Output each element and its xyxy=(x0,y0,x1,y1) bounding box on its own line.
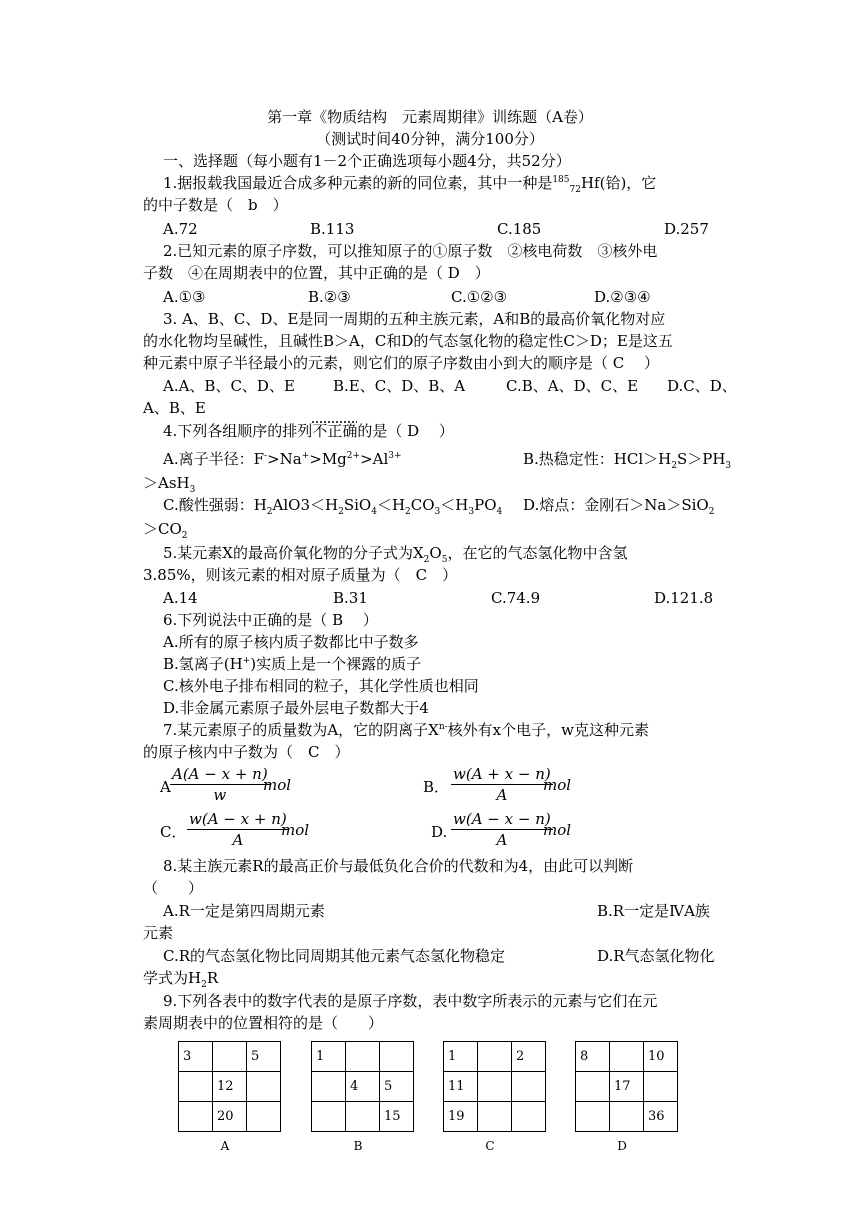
q9-table-label: C xyxy=(485,1139,495,1153)
table-cell xyxy=(179,1102,213,1132)
q7-option-d-fraction: $\frac{w(A - x - n)}{A}$ xyxy=(453,810,551,849)
q4-stem: 4.下列各组顺序的排列不正确的是（ D ） xyxy=(163,422,454,440)
q1-stem-line2: 的中子数是（ b ） xyxy=(143,196,288,214)
q5-option-d: D.121.8 xyxy=(654,589,714,607)
table-cell: 12 xyxy=(213,1072,247,1102)
table-cell: 36 xyxy=(644,1102,678,1132)
q3-stem-line2: 的水化物均呈碱性，且碱性B＞A，C和D的气态氢化物的稳定性C＞D；E是这五 xyxy=(143,332,673,350)
q9-table-b xyxy=(311,1041,414,1132)
q4-option-b: B.热稳定性：$HCl>H_2S>PH_3$ xyxy=(523,450,732,471)
table-cell: 1 xyxy=(312,1042,346,1072)
q3-option-d-continued: A、B、E xyxy=(143,399,206,417)
q4-option-b-continued: ＞AsH$_3$ xyxy=(143,474,196,495)
q1-stem-line1: 1.据报载我国最近合成多种元素的新的同位素，其中一种是$^{185}_{72}$Hf(铪)，它 xyxy=(163,174,657,195)
table-cell xyxy=(179,1072,213,1102)
table-cell xyxy=(610,1042,644,1072)
q7-option-d-label: D. xyxy=(431,823,448,841)
q7-option-a-fraction: $\frac{A(A - x + n)}{w}$ xyxy=(172,765,268,804)
table-cell: 17 xyxy=(610,1072,644,1102)
q8-stem-line1: 8.某主族元素R的最高正价与最低负化合价的代数和为4，由此可以判断 xyxy=(163,857,634,875)
q7-option-a-label: A xyxy=(160,778,171,796)
q9-stem-line2: 素周期表中的位置相符的是（ ） xyxy=(143,1014,384,1032)
table-cell xyxy=(312,1102,346,1132)
q7-option-b-label: B． xyxy=(423,778,450,796)
q7-option-c-unit: mol xyxy=(281,821,310,839)
q2-option-a: A.①③ xyxy=(163,288,206,306)
q2-stem-line2: 子数 ④在周期表中的位置，其中正确的是（ D ） xyxy=(143,264,490,282)
q3-stem-line3: 种元素中原子半径最小的元素，则它们的原子序数由小到大的顺序是（ C ） xyxy=(143,354,660,372)
table-cell xyxy=(512,1072,546,1102)
q6-option-b: B.氢离子(H+)实质上是一个裸露的质子 xyxy=(163,655,422,673)
q6-stem: 6.下列说法中正确的是（ B ） xyxy=(163,611,378,629)
q4-option-d: D.熔点：金刚石＞Na＞SiO$_2$ xyxy=(523,496,715,517)
table-cell: 8 xyxy=(576,1042,610,1072)
q1-option-d: D.257 xyxy=(664,220,709,238)
q7-option-d-unit: mol xyxy=(543,821,572,839)
q9-table-label: A xyxy=(220,1139,230,1153)
q8-option-b: B.R一定是ⅣA族 xyxy=(597,902,710,920)
q8-option-c: C.R的气态氢化物比同周期其他元素气态氢化物稳定 xyxy=(163,947,506,965)
table-cell xyxy=(346,1102,380,1132)
q5-stem-line2: 3.85%，则该元素的相对原子质量为（ C ） xyxy=(143,566,458,584)
table-cell: 20 xyxy=(213,1102,247,1132)
table-cell: 2 xyxy=(512,1042,546,1072)
q1-option-b: B.113 xyxy=(310,220,355,238)
q1-option-c: C.185 xyxy=(497,220,542,238)
table-cell: 11 xyxy=(444,1072,478,1102)
table-cell xyxy=(380,1042,414,1072)
table-cell xyxy=(247,1102,281,1132)
q8-option-a: A.R一定是第四周期元素 xyxy=(163,902,325,920)
q3-option-c: C.B、A、D、C、E xyxy=(506,377,639,395)
q3-option-a: A.A、B、C、D、E xyxy=(163,377,295,395)
table-cell: 5 xyxy=(247,1042,281,1072)
page-subtitle: （测试时间40分钟，满分100分） xyxy=(316,130,544,148)
table-cell xyxy=(213,1042,247,1072)
table-cell xyxy=(512,1102,546,1132)
q4-option-a: A.离子半径：$F^->Na^+>Mg^{2+}>Al^{3+}$ xyxy=(163,450,402,468)
table-cell: 5 xyxy=(380,1072,414,1102)
table-cell xyxy=(312,1072,346,1102)
q7-stem-line1: 7.某元素原子的质量数为A，它的阴离子$X^{n-}$核外有x个电子，w克这种元素 xyxy=(163,721,649,739)
q9-table-d xyxy=(575,1041,678,1132)
q1-option-a: A.72 xyxy=(163,220,198,238)
q7-option-a-unit: mol xyxy=(263,776,292,794)
page-title: 第一章《物质结构 元素周期律》训练题（A卷） xyxy=(267,108,593,126)
q8-option-d-continued: 学式为$H_2R$ xyxy=(143,969,219,990)
q4-emphasis: 不正确 xyxy=(312,422,358,440)
q8-option-d: D.R气态氢化物化 xyxy=(597,947,715,965)
table-cell: 4 xyxy=(346,1072,380,1102)
table-cell: 19 xyxy=(444,1102,478,1132)
q8-option-b-continued: 元素 xyxy=(143,924,174,942)
q2-option-c: C.①②③ xyxy=(451,288,508,306)
table-cell: 3 xyxy=(179,1042,213,1072)
table-cell xyxy=(576,1072,610,1102)
q4-option-c: C.酸性强弱：$H_2AlO3<H_2SiO_4<H_2CO_3<H_3PO_4$ xyxy=(163,496,503,517)
q9-table-label: D xyxy=(617,1139,627,1153)
q7-stem-line2: 的原子核内中子数为（ C ） xyxy=(143,743,350,761)
q5-option-a: A.14 xyxy=(163,589,198,607)
table-cell xyxy=(576,1102,610,1132)
q3-stem-line1: 3. A、B、C、D、E是同一周期的五种主族元素，A和B的最高价氧化物对应 xyxy=(163,310,666,328)
q9-stem-line1: 9.下列各表中的数字代表的是原子序数，表中数字所表示的元素与它们在元 xyxy=(163,992,658,1010)
table-cell xyxy=(478,1042,512,1072)
section-heading: 一、选择题（每小题有1－2个正确选项每小题4分，共52分） xyxy=(163,152,571,170)
q5-option-b: B.31 xyxy=(333,589,368,607)
q9-table-c xyxy=(443,1041,546,1132)
q5-stem-line1: 5.某元素X的最高价氧化物的分子式为$X_2O_5$，在它的气态氢化物中含氢 xyxy=(163,544,628,565)
table-cell xyxy=(610,1102,644,1132)
q7-option-c-fraction: $\frac{w(A - x + n)}{A}$ xyxy=(189,810,287,849)
q7-option-b-unit: mol xyxy=(543,776,572,794)
q2-option-b: B.②③ xyxy=(308,288,351,306)
table-cell xyxy=(644,1072,678,1102)
q8-stem-line2: （ ） xyxy=(143,879,204,897)
q2-stem-line1: 2.已知元素的原子序数，可以推知原子的①原子数 ②核电荷数 ③核外电 xyxy=(163,242,658,260)
table-cell xyxy=(478,1102,512,1132)
table-cell xyxy=(247,1072,281,1102)
q2-option-d: D.②③④ xyxy=(594,288,651,306)
q7-option-c-label: C． xyxy=(160,823,187,841)
q3-option-d: D.C、D、 xyxy=(667,377,737,395)
q6-option-d: D.非金属元素原子最外层电子数都大于4 xyxy=(163,699,429,717)
table-cell: 10 xyxy=(644,1042,678,1072)
q9-table-a xyxy=(178,1041,281,1132)
q9-table-label: B xyxy=(353,1139,363,1153)
q6-option-c: C.核外电子排布相同的粒子，其化学性质也相同 xyxy=(163,677,479,695)
table-cell xyxy=(478,1072,512,1102)
q6-option-a: A.所有的原子核内质子数都比中子数多 xyxy=(163,633,419,651)
q3-option-b: B.E、C、D、B、A xyxy=(333,377,466,395)
q4-option-d-continued: $>CO_2$ xyxy=(143,520,188,541)
q7-option-b-fraction: $\frac{w(A + x - n)}{A}$ xyxy=(453,765,551,804)
table-cell: 1 xyxy=(444,1042,478,1072)
table-cell: 15 xyxy=(380,1102,414,1132)
table-cell xyxy=(346,1042,380,1072)
q5-option-c: C.74.9 xyxy=(491,589,541,607)
